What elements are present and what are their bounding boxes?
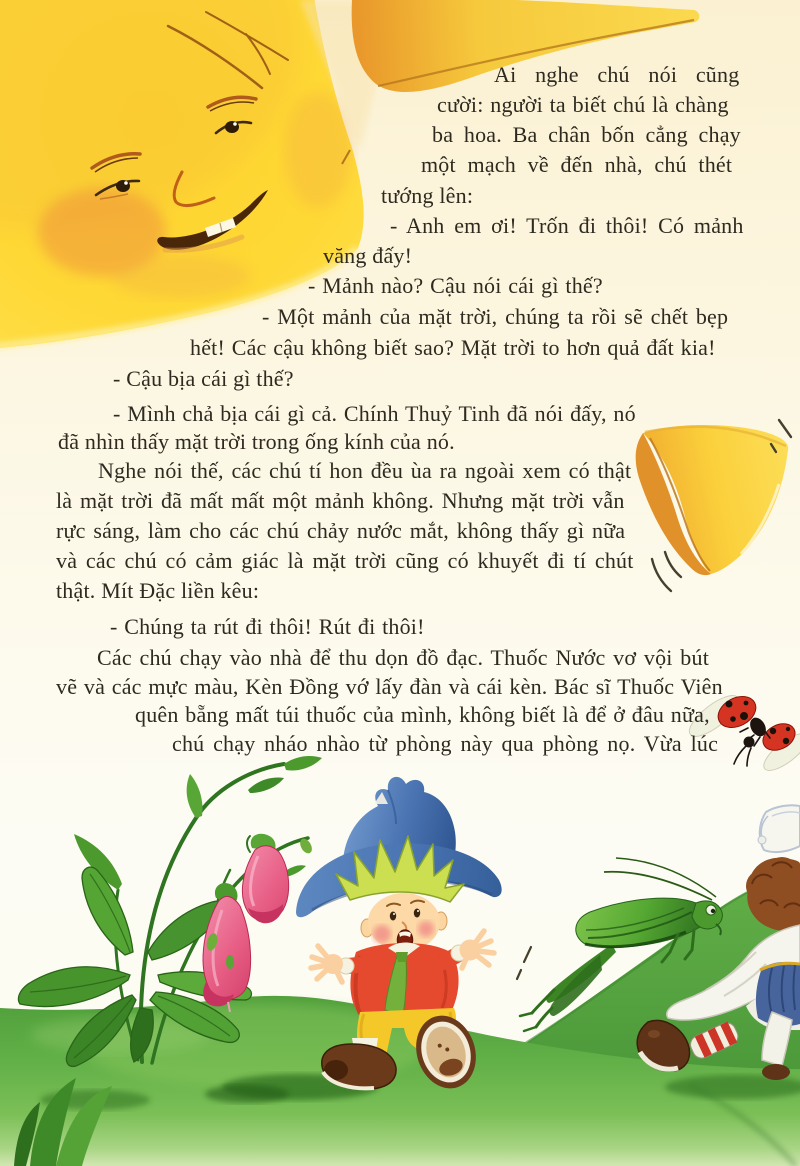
story-line: ba hoa. Ba chân bốn cẳng chạy (432, 122, 741, 147)
story-line: - Mình chả bịa cái gì cả. Chính Thuỷ Tinh đã nói đấy, nó (113, 401, 636, 426)
story-line: vẽ và các mực màu, Kèn Đồng vớ lấy đàn và cái kèn. Bác sĩ Thuốc Viên (56, 674, 723, 699)
story-line: văng đấy! (323, 243, 413, 268)
story-line: Các chú chạy vào nhà để thu dọn đồ đạc. Thuốc Nước vơ vội bút (97, 645, 710, 670)
sun-crust-flap (342, 0, 699, 164)
story-line: - Mảnh nào? Cậu nói cái gì thế? (308, 273, 603, 298)
story-line: thật. Mít Đặc liền kêu: (56, 578, 260, 603)
sun-fragment-wedge-illustration (636, 420, 791, 591)
motion-ticks (517, 947, 531, 979)
story-line: - Anh em ơi! Trốn đi thôi! Có mảnh (390, 213, 744, 238)
story-line: tướng lên: (381, 183, 474, 208)
story-line: - Cậu bịa cái gì thế? (113, 366, 294, 391)
story-line: rực sáng, làm cho các chú chảy nước mắt, không thấy gì nữa (56, 518, 626, 543)
story-line: Nghe nói thế, các chú tí hon đều ùa ra ngoài xem có thật (98, 458, 632, 483)
story-line: Ai nghe chú nói cũng (494, 62, 740, 87)
story-line: - Chúng ta rút đi thôi! Rút đi thôi! (110, 614, 425, 639)
story-line: và các chú có cảm giác là mặt trời cũng có khuyết đi tí chút (56, 548, 634, 573)
story-line: là mặt trời đã mất mất một mảnh không. Nhưng mặt trời vẫn (56, 488, 625, 513)
story-line: hết! Các cậu không biết sao? Mặt trời to hơn quả đất kia! (190, 335, 716, 360)
story-line: một mạch về đến nhà, chú thét (421, 152, 733, 177)
sun-face-illustration (0, 0, 699, 352)
story-line: đã nhìn thấy mặt trời trong ống kính của nó. (58, 429, 455, 454)
story-line: quên bẵng mất túi thuốc của mình, không biết là để ở đâu nữa, (135, 702, 710, 727)
story-line: - Một mảnh của mặt trời, chúng ta rồi sẽ chết bẹp (262, 304, 729, 329)
flying-ladybug-illustration (684, 689, 800, 777)
story-line: chú chạy nháo nhào từ phòng này qua phòng nọ. Vừa lúc (172, 731, 719, 756)
story-line: cười: người ta biết chú là chàng (437, 92, 729, 117)
